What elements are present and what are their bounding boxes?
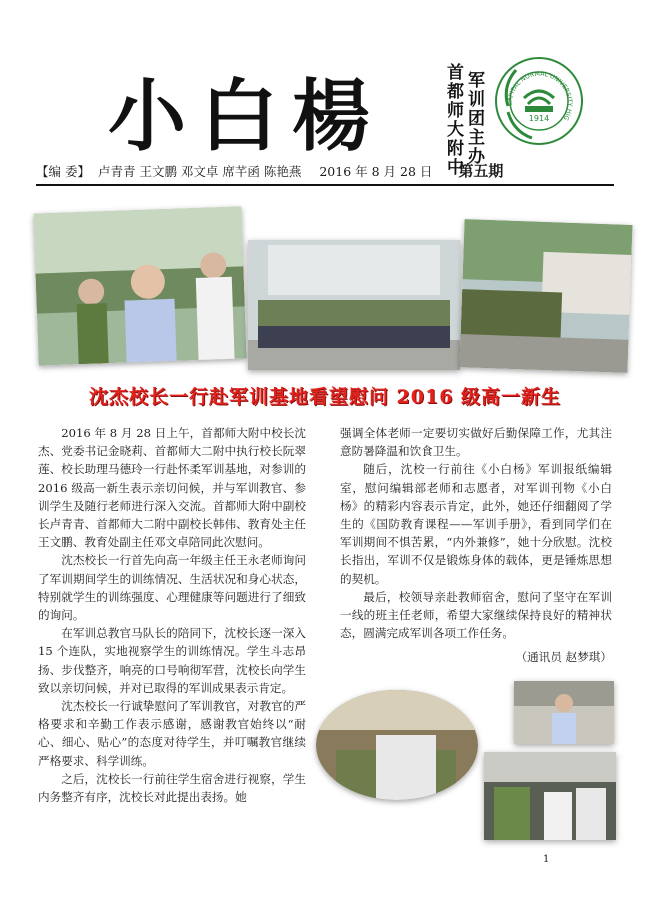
article-paragraph: 随后，沈校一行前往《小白杨》军训报纸编辑室，慰问编辑部老师和志愿者，对军训刊物《小白杨》的精彩内容表示肯定，此外，她还仔细翻阅了学生的《国防教育课程——军训手册》，看到同学们在军训期间不惧苦累，“内外兼修”，她十分欣慰。沈校长指出，军训不仅是锻炼身体的载体，更是锤炼思想的契机。 bbox=[340, 462, 612, 586]
issue-date: 2016 年 8 月 28 日 bbox=[319, 164, 433, 179]
photo-group bbox=[248, 240, 460, 370]
seal-ring-text: CAPITAL NORMAL UNIVERSITY HIG bbox=[506, 70, 573, 122]
organizer-school: 首都师大附中 bbox=[447, 63, 464, 178]
masthead-title: 小白楊 bbox=[108, 71, 385, 162]
article-left-column bbox=[38, 424, 306, 806]
article-headline: 沈杰校长一行赴军训基地看望慰问 2016 级高一新生 bbox=[88, 386, 562, 408]
article-paragraph: 之后，沈校长一行前往学生宿舍进行视察，学生内务整齐有序，沈校长对此提出表扬。她 bbox=[38, 771, 306, 805]
article-paragraph: 最后，校领导亲赴教师宿舍，慰问了坚守在军训一线的班主任老师，希望大家继续保持良好的精神状态，圆满完成军训各项工作任务。 bbox=[340, 589, 612, 641]
article-paragraph: 沈杰校长一行首先向高一年级主任王永老师询问了军训期间学生的训练情况、生活状况和身心状态，特别就学生的训练强度、心理健康等问题进行了细致的询问。 bbox=[38, 553, 306, 623]
article-right-column bbox=[340, 424, 612, 667]
school-seal-logo bbox=[494, 56, 584, 146]
editors-bar bbox=[36, 160, 614, 186]
photo-student-troops bbox=[459, 219, 632, 373]
article-paragraph: 2016 年 8 月 28 日上午，首都师大附中校长沈杰、党委书记金晓莉、首都师大二附中执行校长阮翠莲、校长助理马德玲一行赴怀柔军训基地，对参训的 2016 级高一新生表示亲切问候，并与军训教官、参训学生及随行老师进行深入交流。首都师大附中副校长卢青青、首都师大二附中副校长韩伟、教育处主任王文鹏、教育处副主任邓文卓陪同此次慰问。 bbox=[38, 426, 306, 550]
reporter-credit: （通讯员 赵梦琪） bbox=[515, 650, 612, 665]
organizer-unit: 军训团主办 bbox=[468, 71, 485, 167]
article-paragraph: 沈杰校长一行诚挚慰问了军训教官，对教官的严格要求和辛勤工作表示感谢，感谢教官始终以“耐心、细心、贴心”的态度对待学生，并叮嘱教官继续严格要求、科学训练。 bbox=[38, 699, 306, 768]
photo-teacher bbox=[514, 681, 614, 744]
photo-editorial-room bbox=[316, 690, 478, 800]
photo-dormitory bbox=[484, 752, 616, 840]
editors-names: 卢青青 王文鹏 邓文卓 席芊函 陈艳燕 bbox=[97, 164, 302, 179]
issue-number: 第五期 bbox=[458, 162, 504, 180]
article-paragraph: 在军训总教官马队长的陪同下，沈校长逐一深入 15 个连队，实地视察学生的训练情况。学生斗志昂扬、步伐整齐，响亮的口号响彻军营，沈校长向学生致以亲切问候，并对已取得的军训成果表示肯定。 bbox=[38, 626, 306, 695]
article-paragraph: 强调全体老师一定要切实做好后勤保障工作，尤其注意防暑降温和饮食卫生。 bbox=[340, 426, 612, 459]
photo-principal-visit bbox=[33, 206, 246, 365]
page-number: 1 bbox=[543, 854, 550, 865]
seal-year: 1914 bbox=[528, 114, 550, 123]
editors-label: 【编 委】 bbox=[36, 164, 90, 179]
